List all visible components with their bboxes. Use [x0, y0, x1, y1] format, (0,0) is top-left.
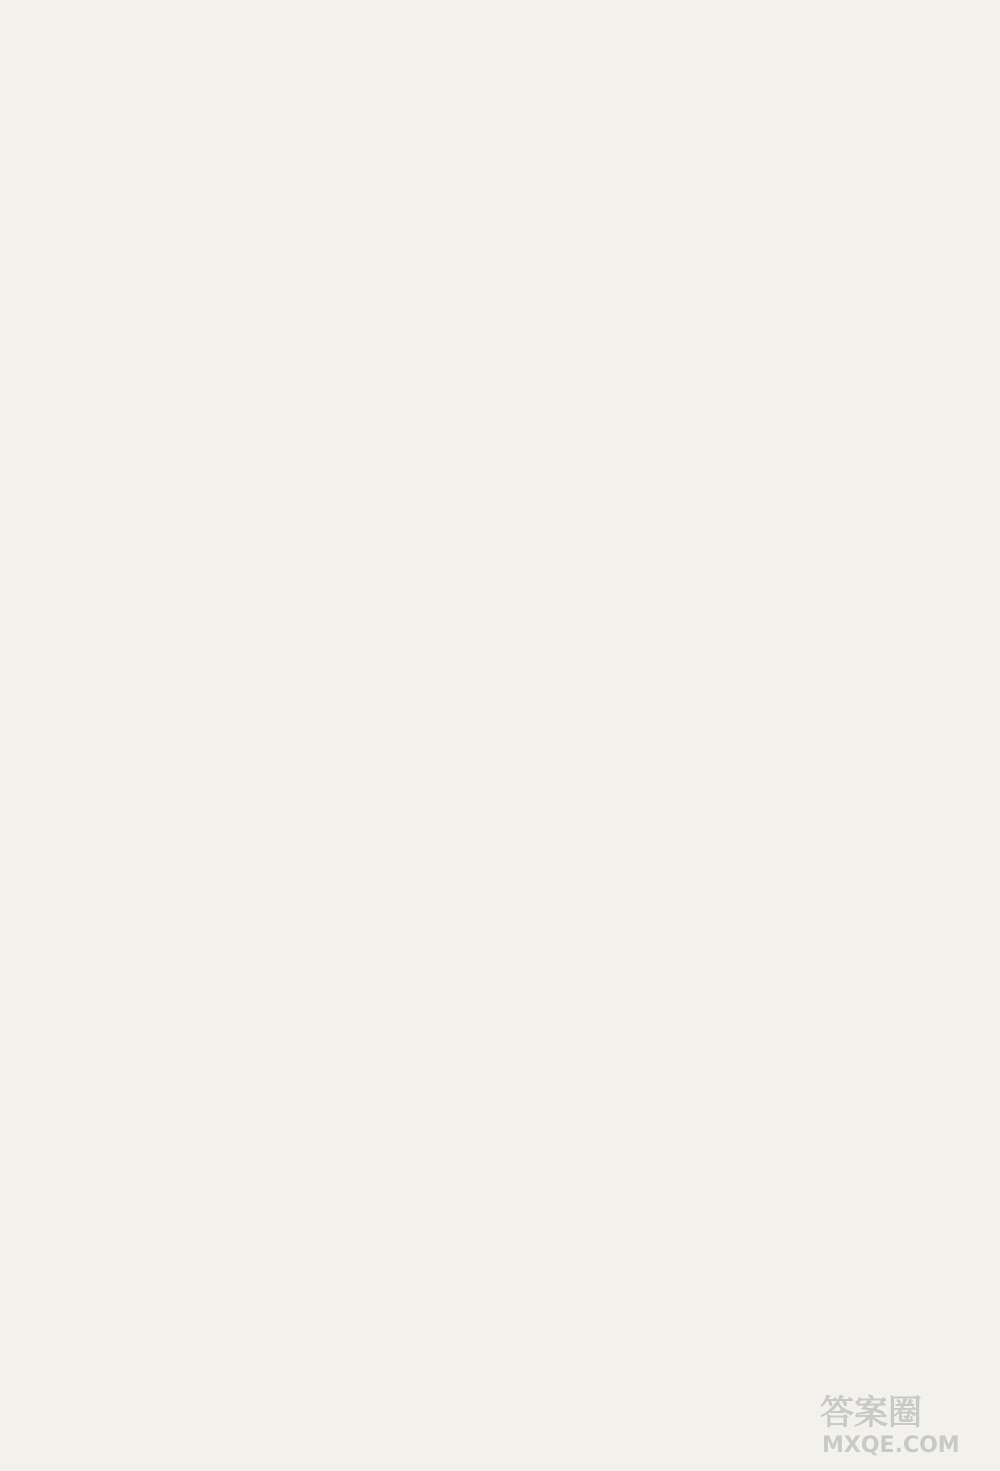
site-watermark	[800, 1385, 995, 1465]
watermark-logo-text: 答案圈	[820, 1393, 922, 1433]
watermark-url: MXQE.COM	[822, 1433, 960, 1458]
